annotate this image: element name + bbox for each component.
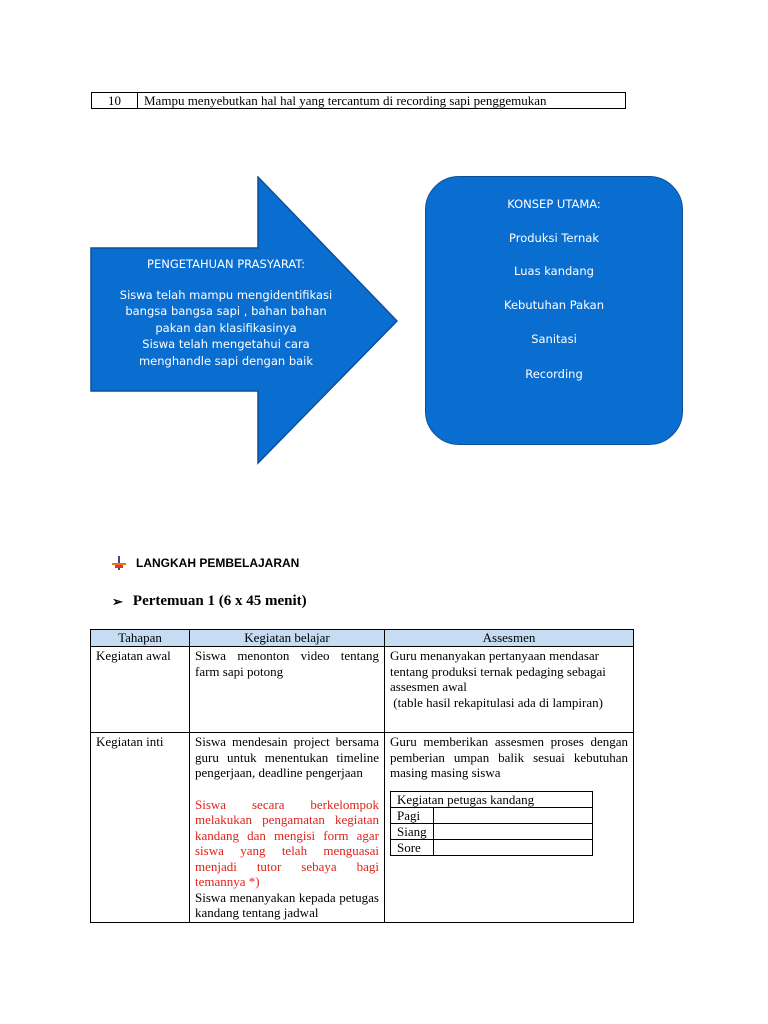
prerequisite-text [96,256,356,369]
column-header: Kegiatan belajar [190,630,385,647]
objective-number: 10 [92,93,138,108]
prerequisite-line: pakan dan klasifikasinya [155,320,297,335]
section-heading [112,556,299,570]
assessment-text: Guru memberikan assesmen proses dengan pemberian umpan balik sesuai kebutuhan masing masing siswa [390,734,628,780]
assessment-cell [385,733,634,923]
stage-cell: Kegiatan inti [91,733,190,923]
officer-activity-table [390,791,593,856]
concept-item: Produksi Ternak [508,231,599,245]
assessment-note: (table hasil rekapitulasi ada di lampiran) [390,694,603,710]
concept-item: Luas kandang [514,264,594,278]
time-value-cell [434,839,593,855]
column-header: Assesmen [385,630,634,647]
column-header: Tahapan [91,630,190,647]
time-label: Siang [391,823,434,839]
arrow-bullet-icon: ➢ [112,593,123,609]
prerequisite-title: PENGETAHUAN PRASYARAT: [147,257,305,271]
learning-steps-table [90,629,634,923]
time-value-cell [434,823,593,839]
assessment-text: Guru menanyakan pertanyaan mendasar tentang produksi ternak pedaging sebagai assesmen awal [390,648,606,694]
assessment-cell [385,647,634,733]
prerequisite-line: menghandle sapi dengan baik [138,353,314,368]
section-heading-text: LANGKAH PEMBELAJARAN [136,556,300,570]
stage-cell: Kegiatan awal [91,647,190,733]
inner-table-row [391,839,593,855]
inner-table-row [391,807,593,823]
inner-table-title: Kegiatan petugas kandang [391,791,593,807]
prerequisite-line: bangsa bangsa sapi , bahan bahan [125,304,327,318]
activity-text-highlight: Siswa secara berkelompok melakukan pengamatan kegiatan kandang dan mengisi form agar siswa yang telah menguasai menjadi tutor sebaya bagi temannya *) [195,796,379,889]
inner-table-header [391,791,593,807]
meeting-heading-text: Pertemuan 1 (6 x 45 menit) [132,593,307,609]
table-row [91,647,634,733]
concept-item: Recording [525,367,583,381]
activity-cell: Siswa menonton video tentang farm sapi potong [190,647,385,733]
objective-row [91,92,626,109]
table-header-row [91,630,634,647]
table-row [91,733,634,923]
activity-text: Siswa mendesain project bersama guru untuk menentukan timeline pengerjaan, deadline pengerjaan [195,734,379,780]
time-label: Sore [391,839,434,855]
objective-text: Mampu menyebutkan hal hal yang tercantum di recording sapi penggemukan [144,93,547,108]
concept-item: Kebutuhan Pakan [504,298,604,312]
activity-cell [190,733,385,923]
time-value-cell [434,807,593,823]
activity-text: Siswa menanyakan kepada petugas kandang tentang jadwal [195,889,379,920]
prerequisite-line: Siswa telah mengetahui cara [142,337,310,351]
main-concept-box [425,176,683,445]
time-label: Pagi [391,807,434,823]
prerequisite-line: Siswa telah mampu mengidentifikasi [119,287,333,302]
inner-table-row [391,823,593,839]
pin-icon [112,556,126,570]
concept-item: Sanitasi [531,332,577,346]
main-concept-title: KONSEP UTAMA: [507,197,601,211]
meeting-heading [112,593,307,610]
